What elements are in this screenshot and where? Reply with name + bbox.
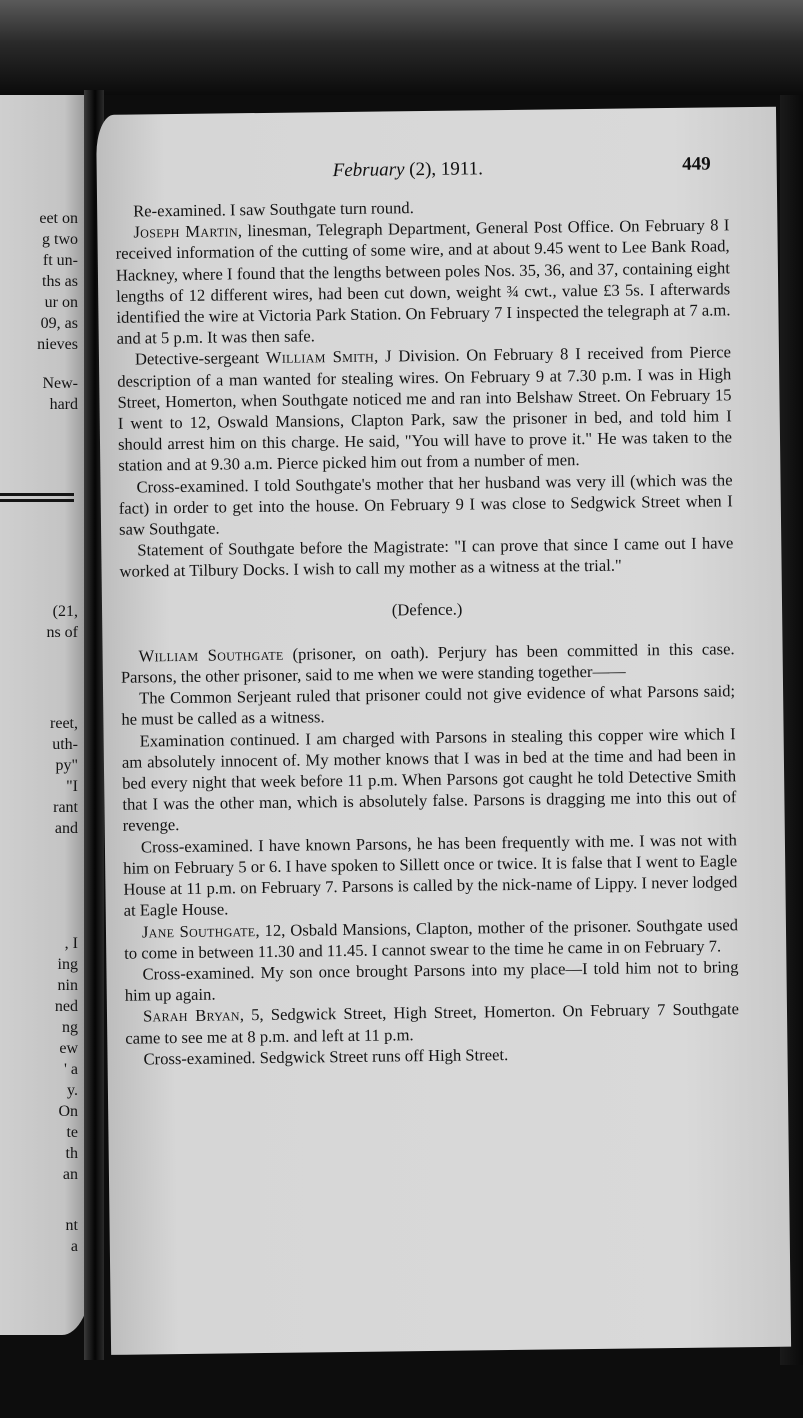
paragraph-text: The Common Serjeant ruled that prisoner could not give evidence of what Parsons said; he must be called as a witness. bbox=[121, 681, 736, 730]
running-head-title bbox=[333, 158, 483, 182]
left-fragment: nin bbox=[57, 977, 78, 994]
paragraph bbox=[119, 532, 733, 582]
left-fragment: rant bbox=[53, 799, 78, 816]
paragraph bbox=[121, 681, 735, 731]
left-fragment: On bbox=[58, 1103, 78, 1120]
defence-heading: (Defence.) bbox=[391, 599, 463, 620]
paragraph-text: (prisoner, on oath). Perjury has been committed in this case. Parsons, the other prisoner, said to me when we were standing together—— bbox=[120, 639, 735, 687]
scan-top-shadow bbox=[0, 0, 803, 95]
paragraph-text: Cross-examined. I told Southgate's mother that her husband was very ill (which was the fact) in order to get into the house. On February 9 I was close to Sedgwick Street when I saw Southgate. bbox=[118, 469, 733, 539]
left-fragment: ' a bbox=[64, 1061, 78, 1078]
paragraph bbox=[123, 829, 738, 921]
left-fragment: ing bbox=[57, 956, 78, 973]
left-fragment: (21, bbox=[52, 603, 78, 620]
left-fragment: g two bbox=[42, 231, 78, 248]
page-number: 449 bbox=[682, 153, 711, 175]
left-fragment: ned bbox=[54, 998, 78, 1015]
running-head bbox=[97, 155, 777, 189]
paragraph-text: Cross-examined. My son once brought Parsons into my place—I told him not to bring him up again. bbox=[124, 957, 739, 1005]
paragraph bbox=[115, 214, 731, 349]
left-fragment: y. bbox=[67, 1082, 78, 1099]
paragraph bbox=[118, 469, 733, 540]
paragraph bbox=[117, 342, 733, 477]
left-fragment: ew bbox=[59, 1040, 78, 1057]
left-fragment: ft un- bbox=[42, 252, 78, 269]
left-fragment: eet on bbox=[39, 210, 78, 227]
paragraph-text: Cross-examined. I have known Parsons, he has been frequently with me. I was not with him on February 5 or 6. I have spoken to Sillett once or twice. It is false that I went to Eagle House at 11 p.m. on February 7. Parsons is called by the nick-name of Lippy. I never lodged at Eagle House. bbox=[123, 829, 738, 921]
paragraph-text: , 5, Sedgwick Street, High Street, Homerton. On February 7 Southgate came to see me at 8 p.m. and left at 11 p.m. bbox=[125, 999, 740, 1048]
left-fragment: "I bbox=[66, 778, 78, 795]
left-fragment: a bbox=[70, 1238, 78, 1255]
left-fragment: ths as bbox=[42, 273, 78, 290]
main-page bbox=[96, 107, 791, 1355]
witness-name: Joseph Martin bbox=[133, 221, 238, 242]
witness-rank: Detective-sergeant bbox=[134, 348, 266, 369]
paragraph-text: Statement of Southgate before the Magistrate: "I can prove that since I came out I have worked at Tilbury Docks. I wish to call my mother as a witness at the trial." bbox=[119, 533, 734, 582]
left-fragment: nieves bbox=[37, 336, 78, 353]
left-fragment: hard bbox=[49, 396, 78, 413]
left-fragment: reet, bbox=[50, 715, 78, 732]
body-text bbox=[115, 193, 740, 1069]
left-fragment: th bbox=[65, 1145, 78, 1162]
left-fragment: nt bbox=[65, 1217, 78, 1234]
paragraph bbox=[125, 999, 739, 1049]
paragraph bbox=[124, 914, 738, 964]
paragraph-text: , 12, Osbald Mansions, Clapton, mother of the prisoner. Southgate used to come in between 11.30 and 11.45. I cannot swear to the time he came in on February 7. bbox=[124, 914, 739, 963]
left-page-edge bbox=[0, 95, 92, 1335]
paragraph bbox=[124, 956, 738, 1006]
witness-name: William Smith bbox=[265, 347, 375, 368]
left-fragment: and bbox=[54, 820, 78, 837]
left-fragment: ng bbox=[62, 1019, 78, 1036]
left-double-rule bbox=[0, 499, 74, 502]
left-double-rule bbox=[0, 493, 74, 496]
running-head-date: (2), 1911. bbox=[409, 158, 484, 181]
left-fragment: te bbox=[66, 1124, 78, 1141]
paragraph bbox=[120, 638, 734, 688]
paragraph bbox=[122, 723, 737, 837]
paragraph-text: Re-examined. I saw Southgate turn round. bbox=[133, 198, 414, 221]
paragraph-text: , J Division. On February 8 I received from Pierce description of a man wanted for stealing wires. On February 9 at 7.30 p.m. I was in High Street, Homerton, when Southgate noticed me and ran into Belshaw Street. On February 15 I went to 12, Oswald Mansions, Clapton Park, saw the prisoner in bed, and told him I should arrest him on this charge. He said, "You will have to prove it." He was taken to the station and at 9.30 a.m. Pierce picked him out from a number of men. bbox=[117, 342, 733, 476]
running-head-month: February bbox=[332, 159, 405, 182]
left-fragment: py" bbox=[55, 757, 78, 774]
witness-name: William Southgate bbox=[138, 644, 284, 666]
left-fragment: New- bbox=[42, 375, 78, 392]
left-fragment: ur on bbox=[44, 294, 78, 311]
left-fragment: uth- bbox=[52, 736, 78, 753]
witness-name: Sarah Bryan bbox=[142, 1005, 240, 1026]
witness-name: Jane Southgate bbox=[141, 920, 256, 941]
left-fragment: 09, as bbox=[40, 315, 78, 332]
left-fragment: , I bbox=[64, 935, 78, 952]
left-fragment: ns of bbox=[46, 624, 78, 641]
paragraph-text: Examination continued. I am charged with Parsons in stealing this copper wire which I am absolutely innocent of. My mother knows that I was in bed at the time and had been in bed every night that week before 11 p.m. When Parsons got caught he told Detective Smith that I was the other man, which is absolutely false. Parsons is dragging me into this out of revenge. bbox=[121, 723, 737, 836]
left-fragment: an bbox=[62, 1166, 78, 1183]
paragraph-text: Cross-examined. Sedgwick Street runs off High Street. bbox=[143, 1044, 509, 1069]
paragraph-text: , linesman, Telegraph Department, General Post Office. On February 8 I received information of the cutting of some wire, and at about 9.45 went to Lee Bank Road, Hackney, where I found that the lengths between poles Nos. 35, 36, and 37, containing eight lengths of 12 different wires, had been cut down, weight ¾ cwt., value £3 5s. I afterwards identified the wire at Victoria Park Station. On February 7 I inspected the telegraph at 7 a.m. and at 5 p.m. It was then safe. bbox=[115, 215, 731, 348]
